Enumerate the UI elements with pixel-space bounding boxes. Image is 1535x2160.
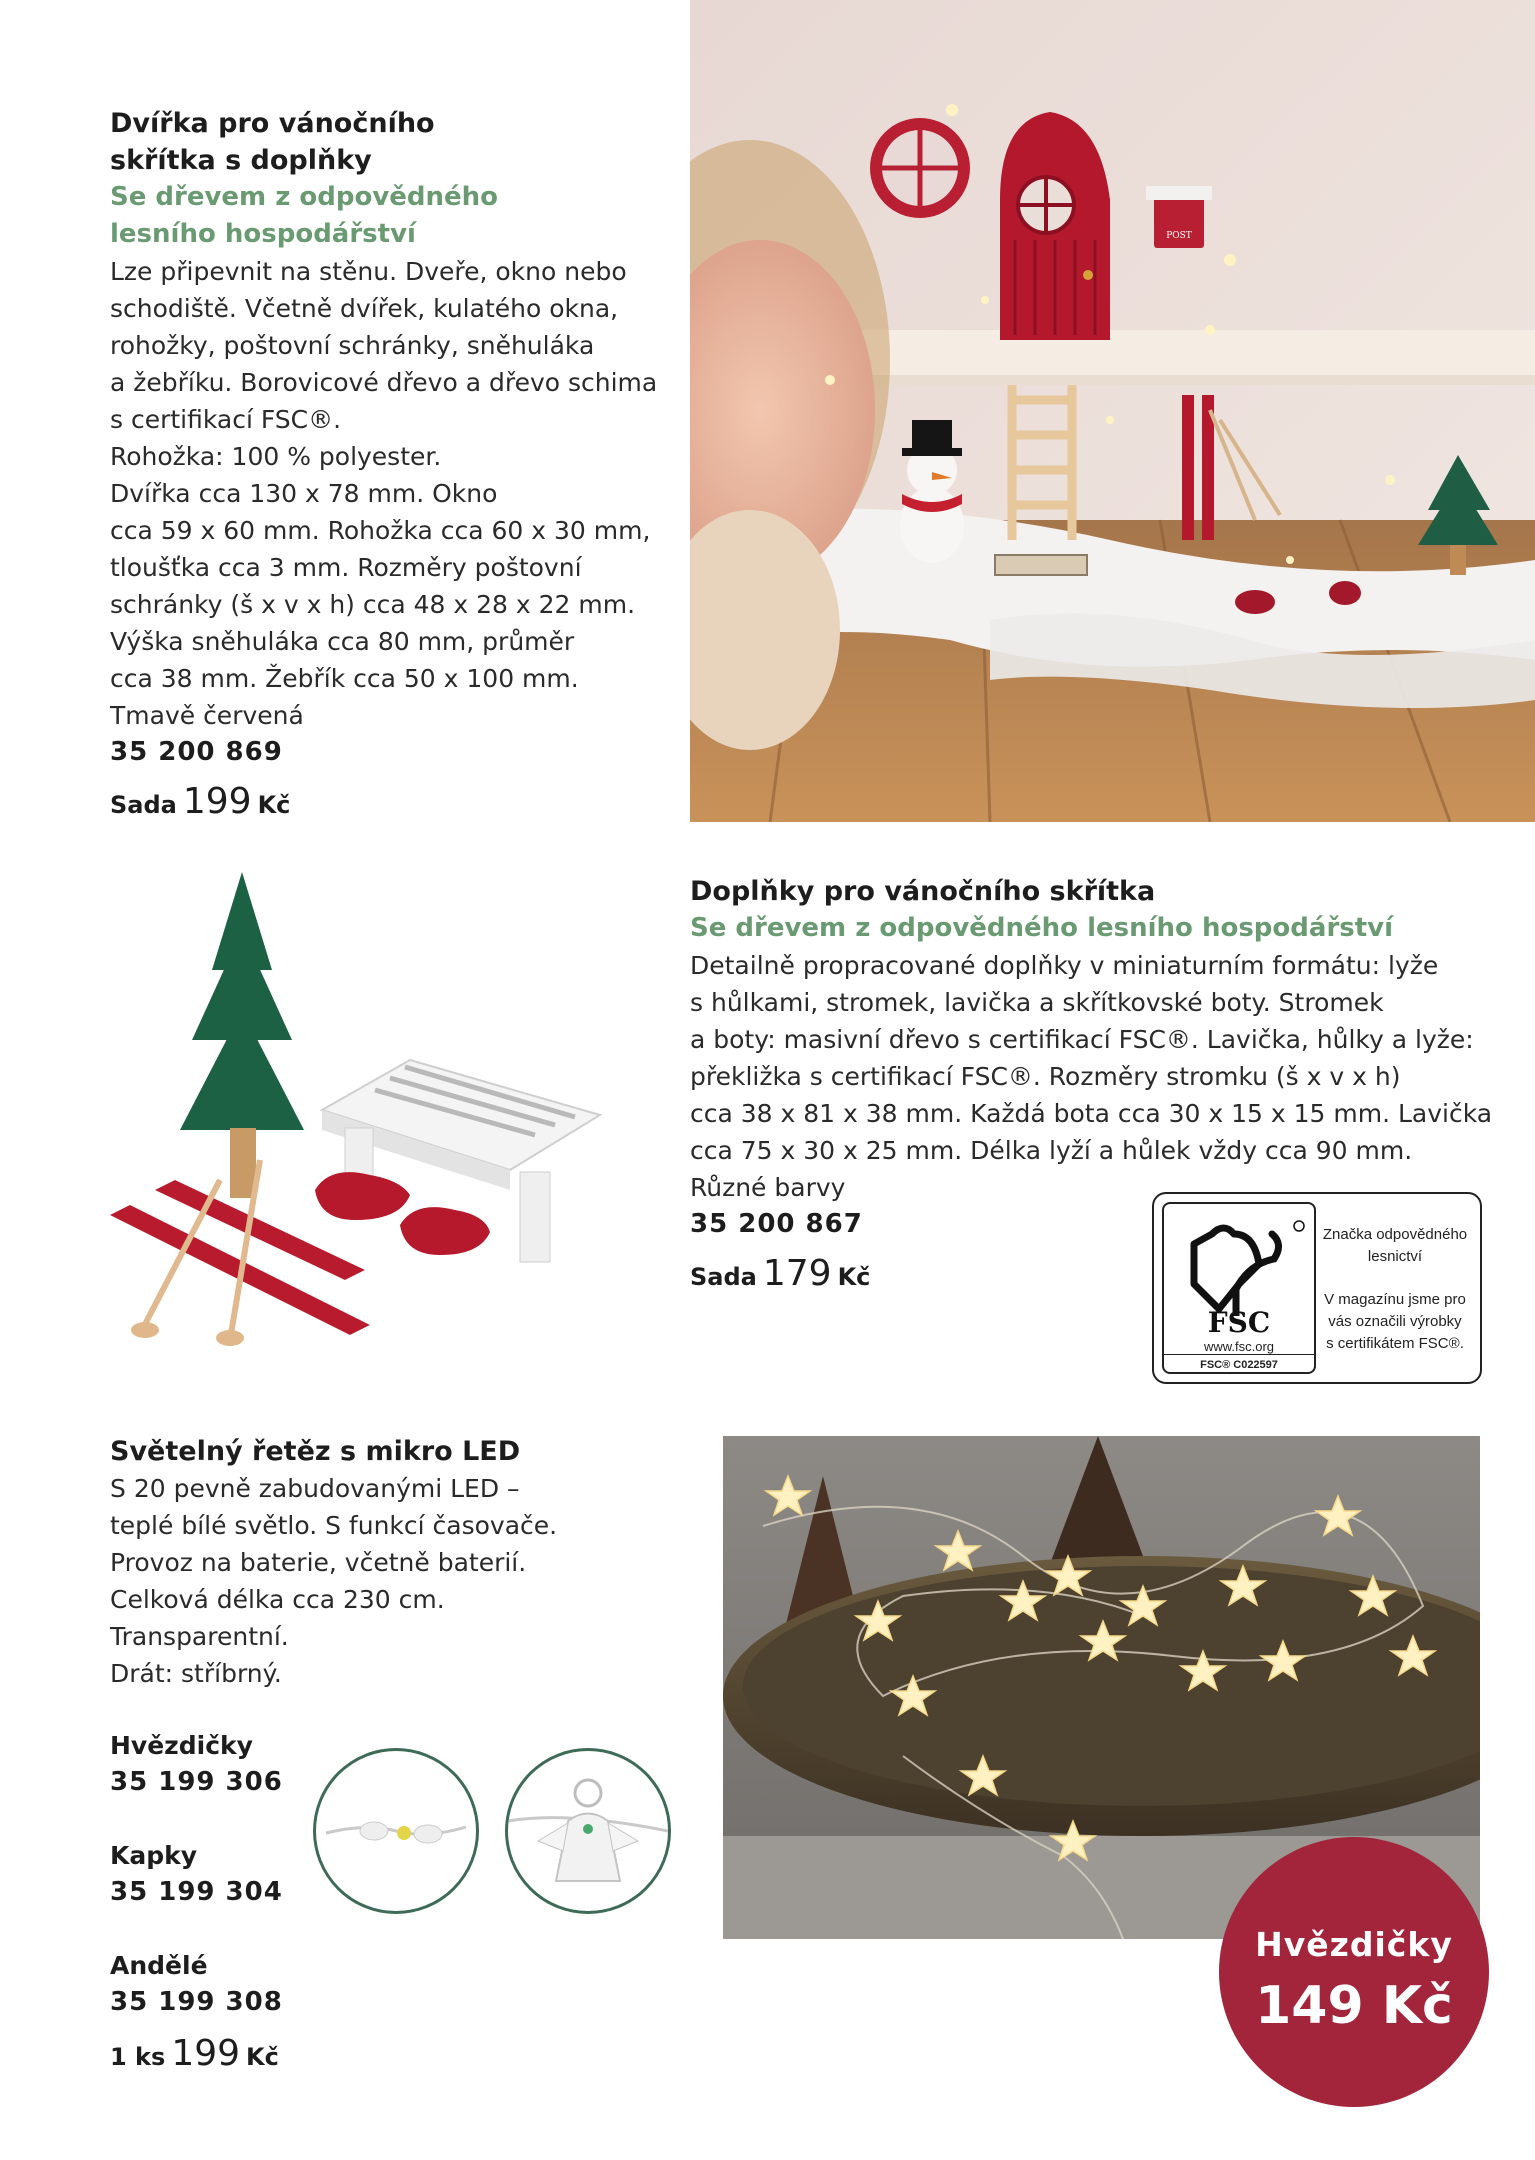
product1-desc-line: Rohožka: 100 % polyester. <box>110 442 442 471</box>
product1-sub-line2: lesního hospodářství <box>110 219 416 249</box>
fsc-label-title <box>1320 1224 1470 1268</box>
product1-code: 35 200 869 <box>110 737 283 767</box>
price-prefix: Sada <box>690 1263 757 1291</box>
product1-desc-line: s certifikací FSC®. <box>110 405 342 434</box>
product1-desc-line: a žebříku. Borovicové dřevo a dřevo schima <box>110 368 658 397</box>
price-badge <box>1219 1837 1489 2107</box>
price-prefix: 1 ks <box>110 2043 166 2071</box>
product3-price <box>110 2033 370 2074</box>
variant-item <box>110 1947 370 2021</box>
product1-desc-line: cca 38 mm. Žebřík cca 50 x 100 mm. <box>110 664 579 693</box>
price-value: 199 <box>171 2033 241 2074</box>
product3-desc-line: teplé bílé světlo. S funkcí časovače. <box>110 1511 558 1540</box>
price-value: 199 <box>182 781 252 822</box>
product2-desc-line: Detailně propracované doplňky v miniaturním formátu: lyže <box>690 951 1439 980</box>
variant-name: Kapky <box>110 1841 198 1870</box>
product2-sub: Se dřevem z odpovědného lesního hospodářství <box>690 913 1394 943</box>
fsc-note <box>1320 1289 1470 1355</box>
product3-title: Světelný řetěz s mikro LED <box>110 1436 521 1467</box>
mailbox-label: POST <box>1166 231 1192 241</box>
product2-desc-line: překližka s certifikací FSC®. Rozměry stromku (š x v x h) <box>690 1062 1401 1091</box>
product1-desc-line: Tmavě červená <box>110 701 304 730</box>
variant-code: 35 199 306 <box>110 1767 283 1797</box>
product2-desc-line: cca 38 x 81 x 38 mm. Každá bota cca 30 x 15 x 15 mm. Lavička <box>690 1099 1493 1128</box>
product3-desc-line: Celková délka cca 230 cm. <box>110 1585 445 1614</box>
product2-photo <box>100 860 620 1380</box>
product1-photo <box>690 0 1535 822</box>
product1-title-line2: skřítka s doplňky <box>110 145 372 176</box>
product3-text <box>110 1433 670 1692</box>
price-badge-price: 149 Kč <box>1255 1976 1453 2036</box>
variant-name: Andělé <box>110 1951 208 1980</box>
variant-code: 35 199 308 <box>110 1987 283 2017</box>
fsc-license: FSC® C022597 <box>1200 1359 1278 1371</box>
product2-title: Doplňky pro vánočního skřítka <box>690 876 1156 907</box>
variant-thumb-angel <box>505 1748 671 1914</box>
product1-desc-line: rohožky, poštovní schránky, sněhuláka <box>110 331 595 360</box>
price-currency: Kč <box>246 2043 279 2071</box>
fsc-url: www.fsc.org <box>1203 1339 1275 1354</box>
product1-desc-line: tloušťka cca 3 mm. Rozměry poštovní <box>110 553 582 582</box>
product1-price <box>110 781 670 822</box>
variant-code: 35 199 304 <box>110 1877 283 1907</box>
price-badge-label: Hvězdičky <box>1255 1925 1453 1964</box>
product3-desc-line: Transparentní. <box>110 1622 289 1651</box>
variant-thumb-drop <box>313 1748 479 1914</box>
product1-desc-line: Výška sněhuláka cca 80 mm, průměr <box>110 627 575 656</box>
product1-desc-line: schodiště. Včetně dvířek, kulatého okna, <box>110 294 619 323</box>
product1-text <box>110 105 670 822</box>
price-value: 179 <box>762 1253 832 1294</box>
product3-desc-line: S 20 pevně zabudovanými LED – <box>110 1474 520 1503</box>
product1-sub-line1: Se dřevem z odpovědného <box>110 182 499 212</box>
product3-desc-line: Provoz na baterie, včetně baterií. <box>110 1548 527 1577</box>
product1-title-line1: Dvířka pro vánočního <box>110 108 435 139</box>
product2-desc-line: a boty: masivní dřevo s certifikací FSC®. Lavička, hůlky a lyže: <box>690 1025 1474 1054</box>
fsc-label-line: lesnictví <box>1367 1248 1423 1265</box>
fsc-note-line: V magazínu jsme pro <box>1324 1291 1466 1308</box>
product1-desc-line: Dvířka cca 130 x 78 mm. Okno <box>110 479 498 508</box>
product3-desc-line: Drát: stříbrný. <box>110 1659 282 1688</box>
product2-desc-line: cca 75 x 30 x 25 mm. Délka lyží a hůlek vždy cca 90 mm. <box>690 1136 1413 1165</box>
product2-desc-line: s hůlkami, stromek, lavička a skřítkovské boty. Stromek <box>690 988 1384 1017</box>
product1-desc-line: schránky (š x v x h) cca 48 x 28 x 22 mm. <box>110 590 636 619</box>
fsc-note-line: vás označili výrobky <box>1328 1313 1462 1330</box>
variant-name: Hvězdičky <box>110 1731 253 1760</box>
fsc-note-line: s certifikátem FSC®. <box>1326 1335 1464 1352</box>
fsc-logo <box>1162 1202 1316 1374</box>
price-currency: Kč <box>257 791 291 819</box>
fsc-label-box <box>1152 1192 1482 1384</box>
product1-desc-line: Lze připevnit na stěnu. Dveře, okno nebo <box>110 257 627 286</box>
fsc-logo-text: FSC <box>1207 1306 1271 1339</box>
fsc-label-line: Značka odpovědného <box>1322 1226 1468 1243</box>
product2-code: 35 200 867 <box>690 1209 863 1239</box>
price-currency: Kč <box>837 1263 871 1291</box>
price-prefix: Sada <box>110 791 177 819</box>
product1-desc-line: cca 59 x 60 mm. Rohožka cca 60 x 30 mm, <box>110 516 651 545</box>
product2-desc-line: Různé barvy <box>690 1173 846 1202</box>
